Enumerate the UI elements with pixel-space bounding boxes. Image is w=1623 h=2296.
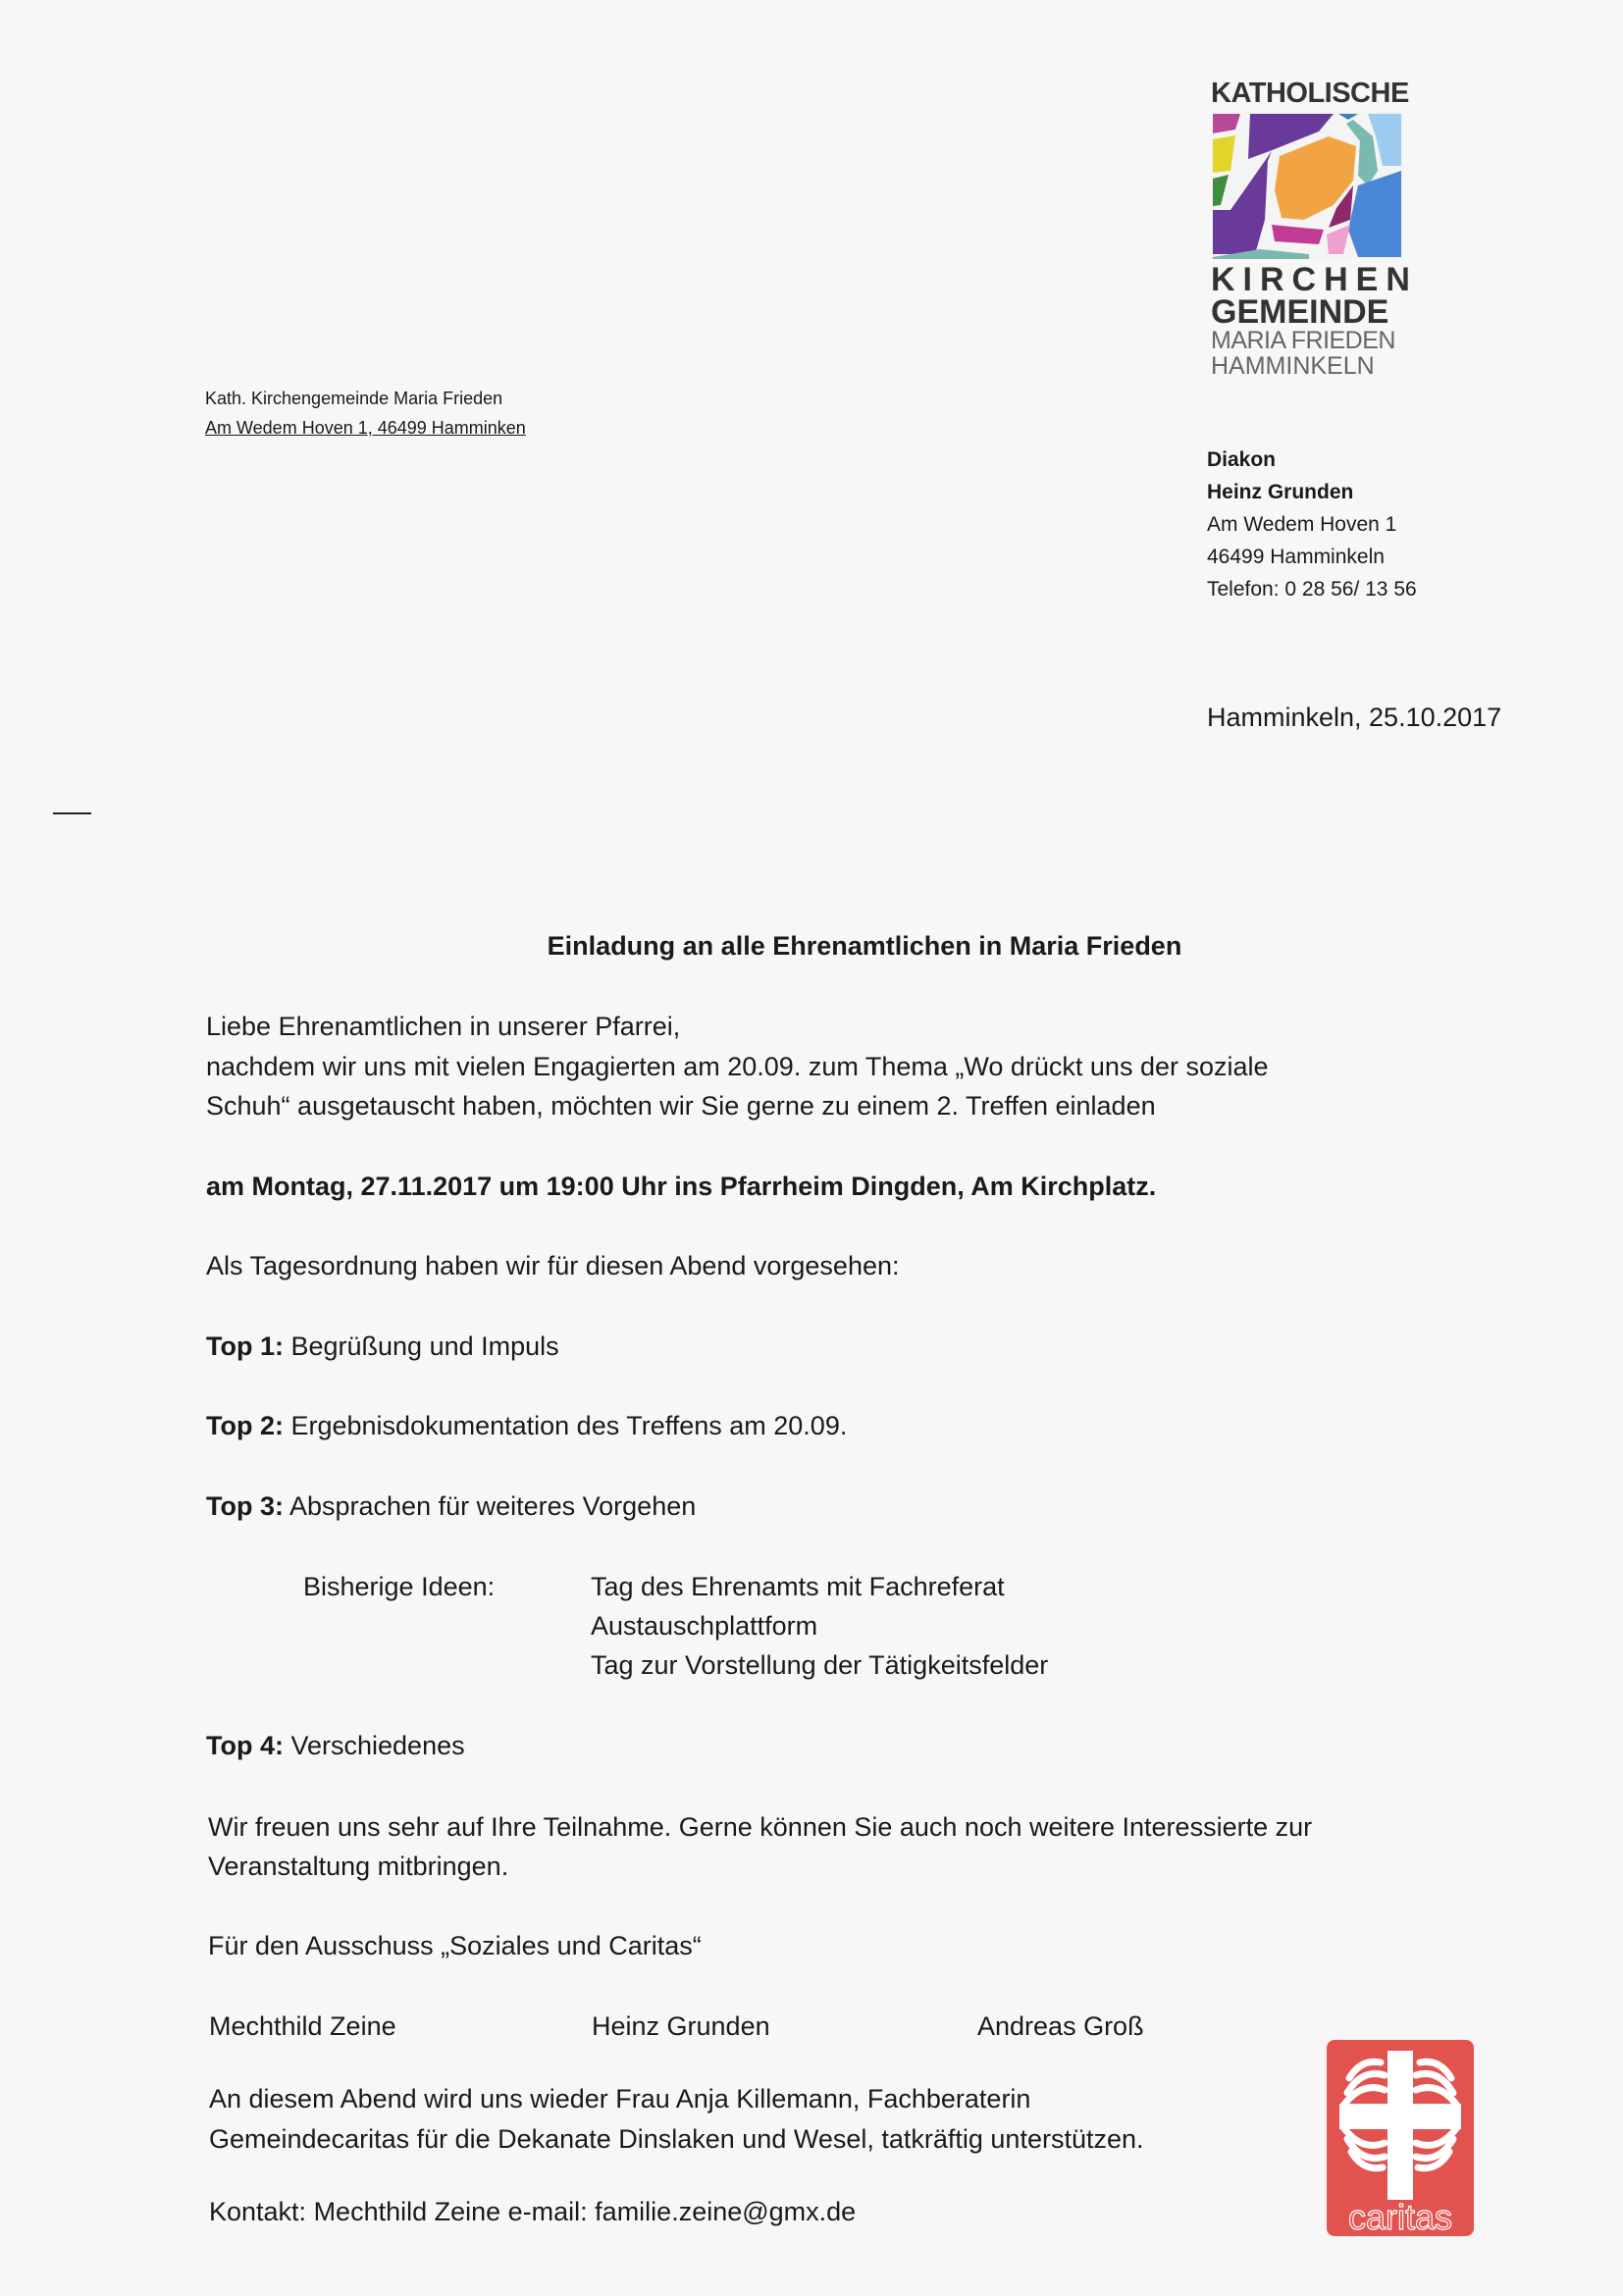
body-line: nachdem wir uns mit vielen Engagierten am 20.09. zum Thema „Wo drückt uns der soziale xyxy=(206,1052,1269,1081)
event-when: am Montag, 27.11.2017 um 19:00 Uhr ins Pfarrheim Dingden, Am Kirchplatz. xyxy=(206,1172,1157,1201)
sender-address: Am Wedem Hoven 1, 46499 Hamminken xyxy=(205,418,526,438)
committee-line: Für den Ausschuss „Soziales und Caritas“ xyxy=(208,1931,702,1960)
closing-line: Veranstaltung mitbringen. xyxy=(208,1852,509,1881)
logo-text-katholische: KATHOLISCHE xyxy=(1211,78,1409,109)
contact-phone: Telefon: 0 28 56/ 13 56 xyxy=(1207,578,1417,600)
parish-logo xyxy=(1211,78,1418,380)
caritas-wordmark: caritas xyxy=(1347,2197,1453,2237)
sender-name: Kath. Kirchengemeinde Maria Frieden xyxy=(205,389,503,408)
logo-text-kirchen: KIRCHEN xyxy=(1211,261,1418,298)
agenda-item: Top 4: Verschiedenes xyxy=(206,1731,465,1760)
body-line: Schuh“ ausgetauscht haben, möchten wir Sie gerne zu einem 2. Treffen einladen xyxy=(206,1091,1156,1121)
logo-text-hamminkeln: HAMMINKELN xyxy=(1211,352,1375,380)
letter-date: Hamminkeln, 25.10.2017 xyxy=(1207,703,1502,732)
ideas-label: Bisherige Ideen: xyxy=(303,1572,496,1601)
signer-name: Heinz Grunden xyxy=(592,2011,770,2041)
idea-item: Tag zur Vorstellung der Tätigkeitsfelder xyxy=(591,1650,1049,1680)
agenda-item: Top 3: Absprachen für weiteres Vorgehen xyxy=(206,1491,697,1521)
contact-street: Am Wedem Hoven 1 xyxy=(1207,513,1397,536)
closing-line: Wir freuen uns sehr auf Ihre Teilnahme. Gerne können Sie auch noch weitere Interessierte zur xyxy=(208,1812,1313,1842)
letter-subject: Einladung an alle Ehrenamtlichen in Maria Frieden xyxy=(547,931,1182,961)
agenda-intro: Als Tagesordnung haben wir für diesen Abend vorgesehen: xyxy=(206,1251,900,1280)
note-line: Gemeindecaritas für die Dekanate Dinslaken und Wesel, tatkräftig unterstützen. xyxy=(209,2124,1144,2154)
caritas-logo xyxy=(1326,2039,1475,2237)
signer-name: Andreas Groß xyxy=(977,2011,1144,2041)
idea-item: Austauschplattform xyxy=(591,1611,818,1641)
greeting: Liebe Ehrenamtlichen in unserer Pfarrei, xyxy=(206,1012,681,1041)
fold-mark xyxy=(53,812,91,814)
signer-name: Mechthild Zeine xyxy=(209,2011,396,2041)
logo-text-gemeinde: GEMEINDE xyxy=(1211,293,1389,331)
logo-text-maria-frieden: MARIA FRIEDEN xyxy=(1211,327,1395,354)
note-line: An diesem Abend wird uns wieder Frau Anja Killemann, Fachberaterin xyxy=(209,2084,1031,2113)
stained-glass-icon xyxy=(1211,112,1403,259)
contact-title: Diakon xyxy=(1207,448,1277,471)
contact-email-line: Kontakt: Mechthild Zeine e-mail: familie.zeine@gmx.de xyxy=(209,2197,857,2226)
agenda-item: Top 2: Ergebnisdokumentation des Treffens am 20.09. xyxy=(206,1411,848,1440)
contact-name: Heinz Grunden xyxy=(1207,481,1354,503)
idea-item: Tag des Ehrenamts mit Fachreferat xyxy=(591,1572,1005,1601)
agenda-item: Top 1: Begrüßung und Impuls xyxy=(206,1331,559,1361)
contact-city: 46499 Hamminkeln xyxy=(1207,546,1385,568)
